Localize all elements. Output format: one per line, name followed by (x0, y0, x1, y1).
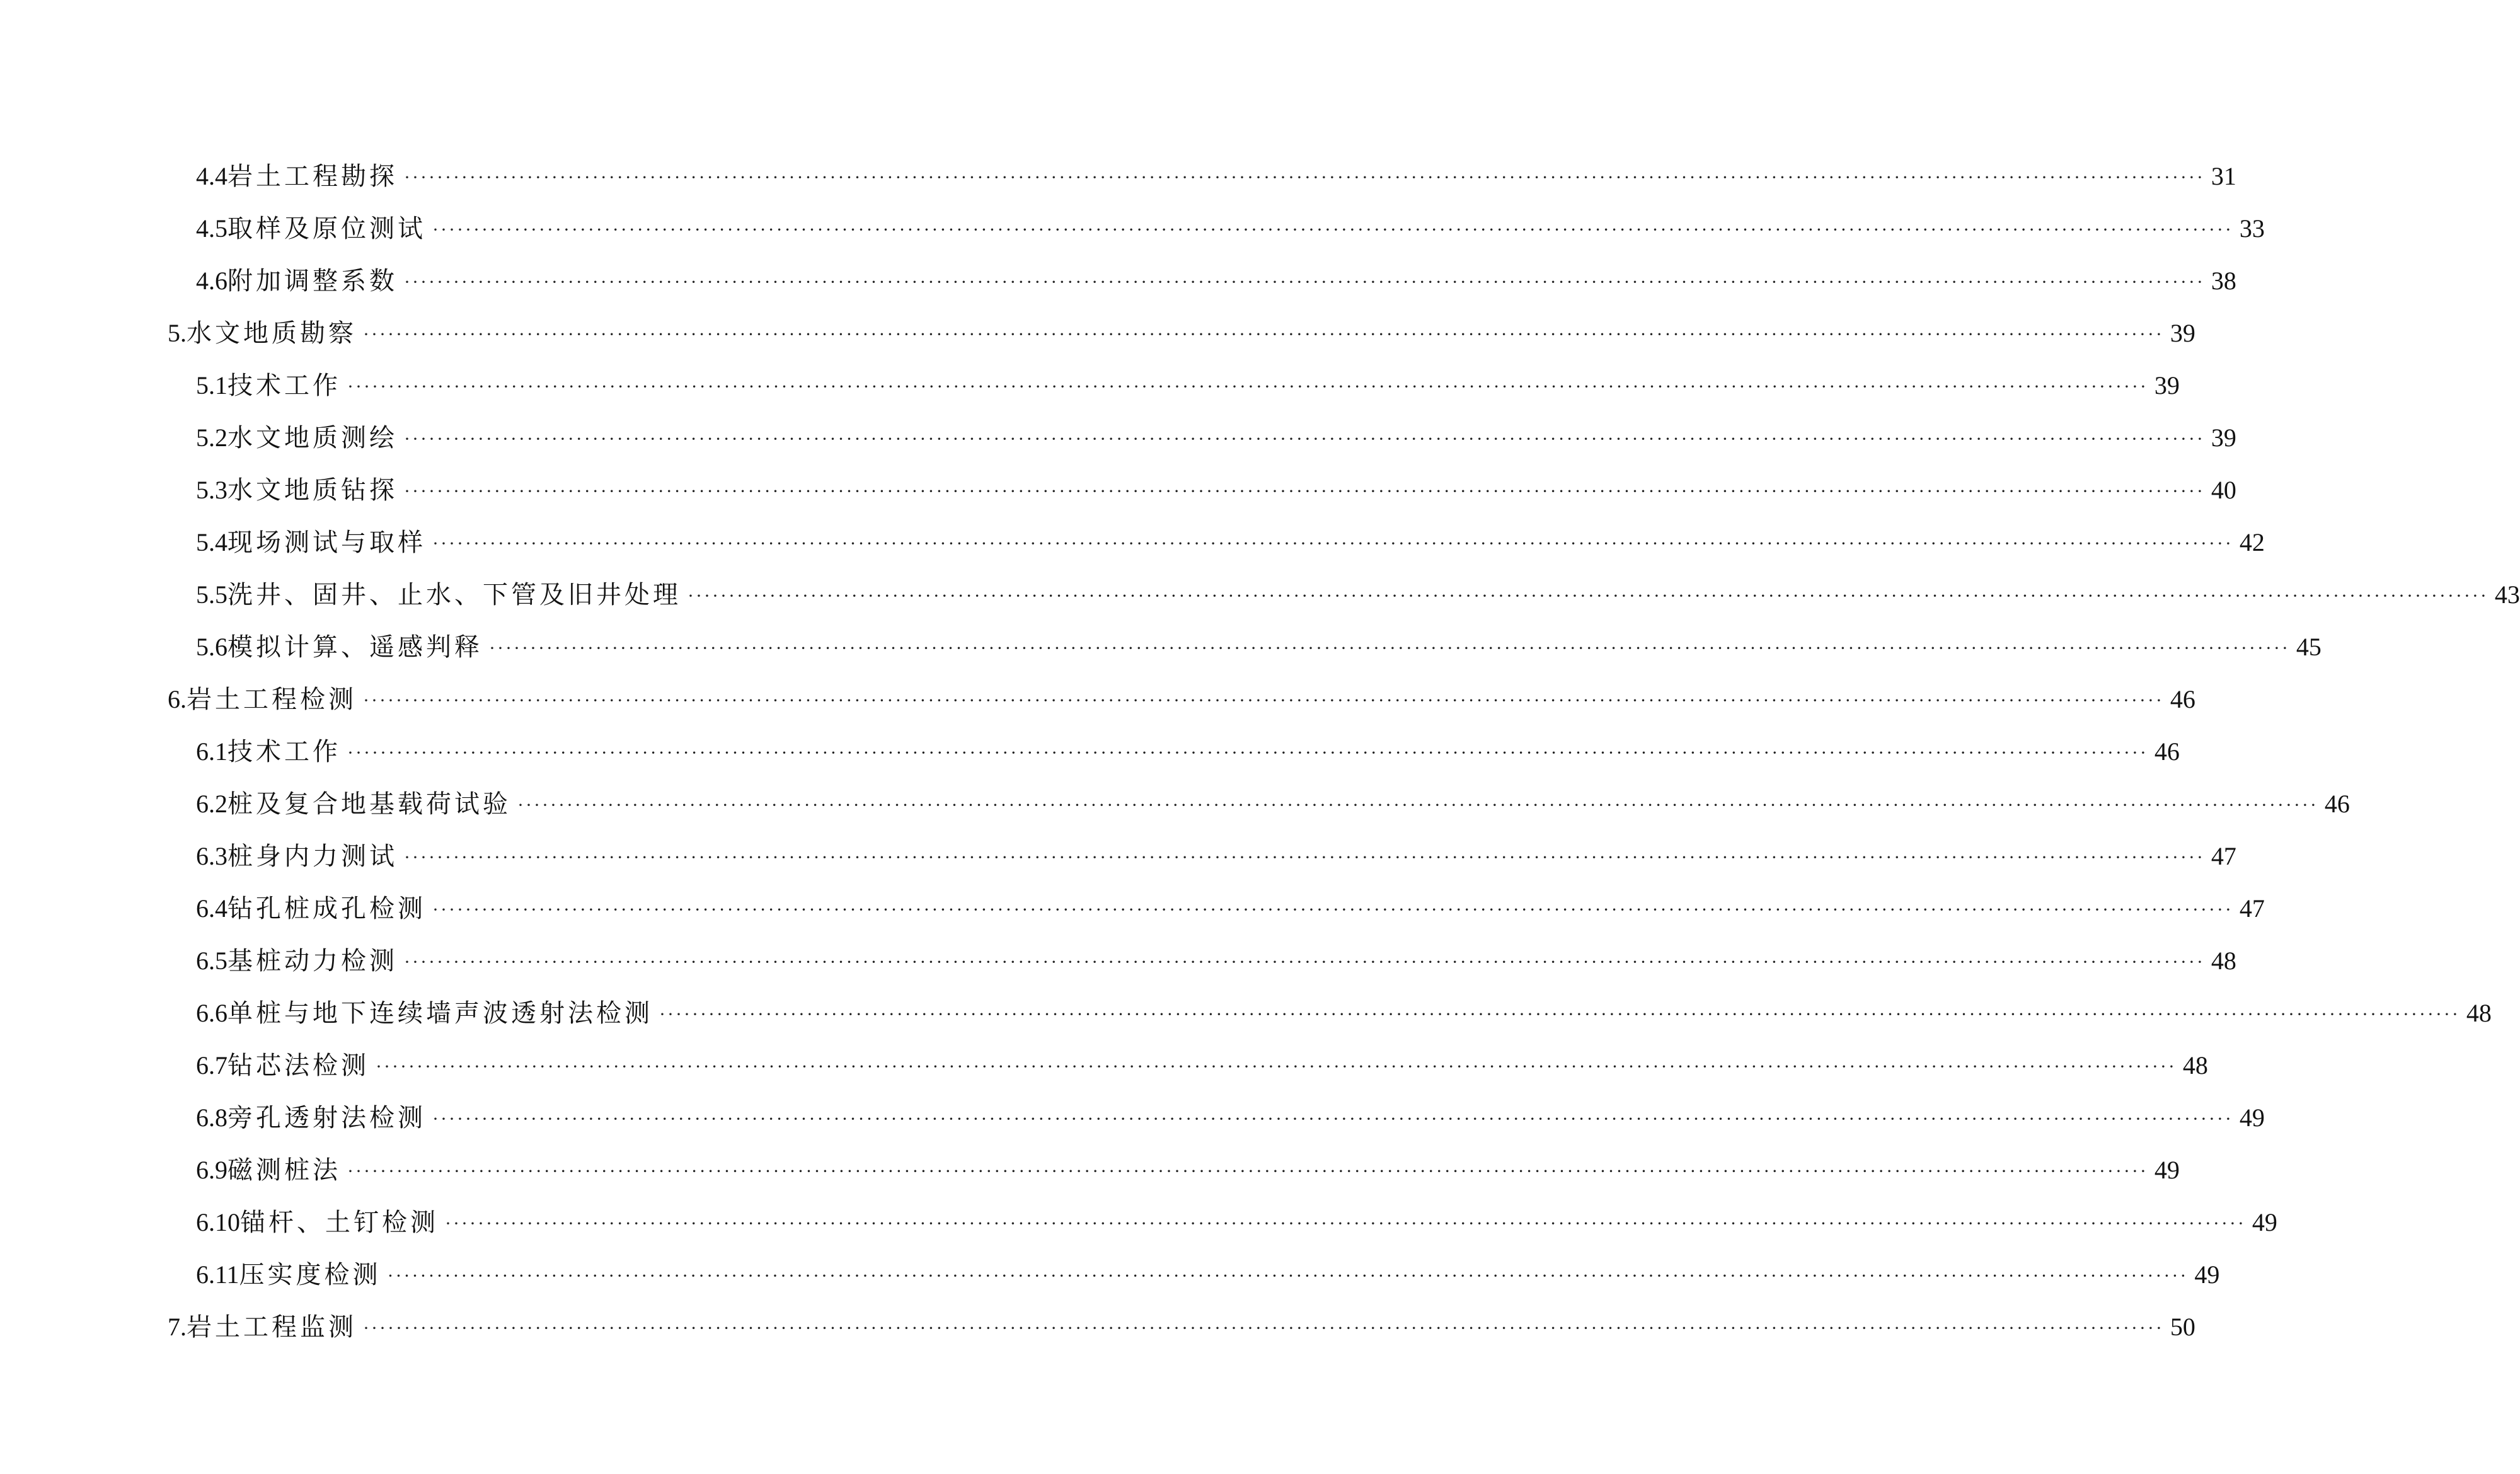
toc-entry-title: 桩及复合地基载荷试验 (227, 789, 511, 819)
toc-dot-leader: ···························································································································································································································· (445, 1212, 2246, 1234)
toc-dot-leader: ···························································································································································································································· (404, 480, 2205, 502)
toc-entry-title: 水文地质测绘 (227, 423, 398, 452)
toc-entry-number: 4.6 (196, 266, 227, 295)
toc-entry-number: 6.3 (196, 841, 227, 870)
toc-entry-number: 5.2 (196, 423, 227, 452)
toc-entry-page: 48 (2466, 998, 2492, 1027)
toc-entry-number: 6.4 (196, 894, 227, 923)
toc-entry-title: 基桩动力检测 (227, 946, 398, 976)
toc-entry-title: 钻芯法检测 (227, 1051, 369, 1080)
toc-entry-title: 技术工作 (227, 371, 341, 400)
toc-entry-page: 43 (2494, 580, 2520, 609)
toc-dot-leader: ···························································································································································································································· (404, 846, 2205, 868)
toc-entry-number: 6.8 (196, 1103, 227, 1132)
toc-entry[interactable] (0, 1039, 2208, 1091)
toc-entry-page: 49 (2252, 1207, 2277, 1236)
toc-entry-number: 6.10 (196, 1207, 240, 1236)
toc-entry-title: 岩土工程勘探 (227, 161, 398, 191)
toc-dot-leader: ···························································································································································································································· (517, 794, 2318, 815)
toc-entry-title: 技术工作 (227, 737, 341, 766)
toc-entry[interactable] (0, 1248, 2220, 1301)
toc-entry-number: 6.9 (196, 1155, 227, 1184)
toc-entry-number: 5.1 (196, 371, 227, 400)
toc-entry[interactable] (0, 516, 2265, 568)
toc-entry-title: 洗井、固井、止水、下管及旧井处理 (227, 580, 681, 609)
toc-entry-number: 4.5 (196, 214, 227, 243)
toc-entry[interactable] (0, 1144, 2180, 1196)
toc-entry-title: 旁孔透射法检测 (227, 1103, 426, 1132)
toc-entry-title: 压实度检测 (239, 1260, 381, 1289)
toc-entry-title: 水文地质钻探 (227, 475, 398, 505)
toc-entry-title: 模拟计算、遥感判释 (227, 632, 483, 662)
toc-chapter-entry[interactable] (0, 673, 2195, 725)
toc-entry[interactable] (0, 1091, 2265, 1144)
toc-entry-page: 49 (2194, 1260, 2220, 1289)
toc-entry[interactable] (0, 412, 2236, 464)
toc-dot-leader: ···························································································································································································································· (688, 585, 2488, 606)
toc-entry-page: 47 (2211, 841, 2236, 870)
toc-entry-number: 6. (168, 684, 187, 713)
toc-entry[interactable] (0, 725, 2180, 778)
toc-entry-page: 46 (2154, 737, 2180, 766)
toc-entry-number: 6.6 (196, 998, 227, 1027)
toc-entry-page: 33 (2239, 214, 2265, 243)
toc-dot-leader: ···························································································································································································································· (363, 323, 2164, 345)
toc-entry[interactable] (0, 1196, 2277, 1248)
toc-entry[interactable] (0, 359, 2180, 412)
toc-entry-title: 钻孔桩成孔检测 (227, 894, 426, 923)
toc-entry-title: 磁测桩法 (227, 1155, 341, 1185)
toc-entry-page: 50 (2170, 1312, 2195, 1341)
toc-dot-leader: ···························································································································································································································· (404, 271, 2205, 292)
toc-entry-page: 49 (2154, 1155, 2180, 1184)
toc-entry-page: 31 (2211, 161, 2236, 190)
toc-entry-page: 47 (2239, 894, 2265, 923)
toc-entry-title: 现场测试与取样 (227, 527, 426, 557)
toc-entry[interactable] (0, 882, 2265, 935)
toc-entry-page: 45 (2296, 632, 2322, 661)
toc-entry-number: 5.5 (196, 580, 227, 609)
toc-entry-number: 7. (168, 1312, 187, 1341)
toc-entry-number: 6.5 (196, 946, 227, 975)
toc-dot-leader: ···························································································································································································································· (404, 428, 2205, 449)
toc-dot-leader: ···························································································································································································································· (404, 951, 2205, 972)
toc-entry[interactable] (0, 830, 2236, 882)
toc-entry-page: 46 (2170, 684, 2195, 713)
toc-entry-page: 40 (2211, 475, 2236, 504)
toc-dot-leader: ···························································································································································································································· (404, 166, 2205, 188)
toc-entry-number: 5.6 (196, 632, 227, 661)
toc-dot-leader: ···························································································································································································································· (489, 637, 2290, 659)
toc-entry[interactable] (0, 568, 2520, 621)
toc-entry-title: 岩土工程监测 (187, 1312, 357, 1342)
toc-entry-title: 附加调整系数 (227, 266, 398, 296)
toc-entry-number: 5.3 (196, 475, 227, 504)
toc-chapter-entry[interactable] (0, 307, 2195, 359)
toc-entry-page: 38 (2211, 266, 2236, 295)
toc-entry-title: 岩土工程检测 (187, 684, 357, 714)
toc-entry-number: 5. (168, 318, 187, 347)
toc-chapter-entry[interactable] (0, 1301, 2195, 1353)
toc-dot-leader: ···························································································································································································································· (432, 1108, 2233, 1129)
toc-entry[interactable] (0, 621, 2322, 673)
toc-entry-number: 6.2 (196, 789, 227, 818)
toc-entry[interactable] (0, 778, 2350, 830)
toc-entry-title: 单桩与地下连续墙声波透射法检测 (227, 998, 653, 1028)
toc-dot-leader: ···························································································································································································································· (347, 1160, 2148, 1182)
toc-entry[interactable] (0, 464, 2236, 516)
toc-entry[interactable] (0, 987, 2492, 1039)
toc-dot-leader: ···························································································································································································································· (432, 899, 2233, 920)
toc-entry-page: 39 (2211, 423, 2236, 452)
toc-entry-page: 48 (2182, 1051, 2208, 1080)
toc-dot-leader: ···························································································································································································································· (347, 376, 2148, 397)
toc-entry-page: 39 (2154, 371, 2180, 400)
toc-entry-page: 39 (2170, 318, 2195, 347)
toc-entry-title: 锚杆、土钉检测 (240, 1207, 439, 1237)
toc-dot-leader: ···························································································································································································································· (659, 1003, 2460, 1025)
toc-dot-leader: ···························································································································································································································· (363, 689, 2164, 711)
toc-entry-number: 6.7 (196, 1051, 227, 1080)
toc-entry-title: 取样及原位测试 (227, 214, 426, 243)
toc-entry-number: 5.4 (196, 527, 227, 556)
toc-entry-page: 49 (2239, 1103, 2265, 1132)
toc-entry[interactable] (0, 935, 2236, 987)
toc-entry-number: 6.11 (196, 1260, 239, 1289)
toc-entry-page: 48 (2211, 946, 2236, 975)
toc-entry-number: 4.4 (196, 161, 227, 190)
toc-dot-leader: ···························································································································································································································· (432, 533, 2233, 554)
toc-entry-page: 42 (2239, 527, 2265, 556)
toc-entry-title: 桩身内力测试 (227, 841, 398, 871)
toc-entry[interactable] (0, 255, 2236, 307)
toc-entry-title: 水文地质勘察 (187, 318, 357, 348)
toc-entry-number: 6.1 (196, 737, 227, 766)
toc-entry[interactable] (0, 202, 2265, 255)
table-of-contents (0, 150, 2520, 1353)
toc-entry-page: 46 (2324, 789, 2350, 818)
toc-dot-leader: ···························································································································································································································· (347, 742, 2148, 763)
toc-dot-leader: ···························································································································································································································· (432, 219, 2233, 240)
toc-entry[interactable] (0, 150, 2236, 202)
toc-dot-leader: ···························································································································································································································· (376, 1056, 2177, 1077)
toc-dot-leader: ···························································································································································································································· (387, 1265, 2189, 1286)
toc-dot-leader: ···························································································································································································································· (363, 1317, 2164, 1339)
